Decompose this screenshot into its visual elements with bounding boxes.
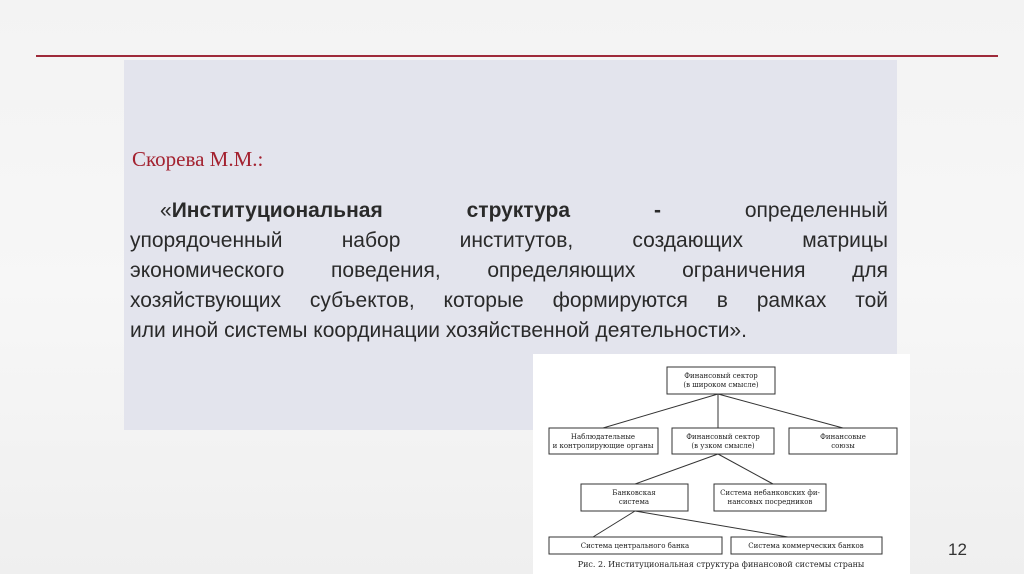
connector	[718, 394, 843, 428]
central-bank-label: Система центрального банка	[580, 542, 690, 550]
author-name: Скорева М.М.:	[132, 147, 264, 171]
connector	[603, 394, 718, 428]
definition-quote	[130, 196, 888, 346]
structure-diagram	[533, 354, 910, 574]
unions-label-2: союзы	[831, 442, 855, 450]
unions-label-1: Финансовые	[820, 433, 866, 441]
connector	[718, 454, 773, 484]
root-label-2: (в широком смысле)	[683, 381, 759, 389]
supervisory-label-2: и контролирующие органы	[552, 442, 654, 450]
quote-line-1: «Институциональная структура - определенный	[160, 199, 888, 222]
nonbank-label-1: Система небанковских фи-	[720, 489, 820, 497]
banking-label-2: система	[618, 498, 650, 506]
quote-term: Институциональная структура -	[171, 199, 661, 222]
root-label-1: Финансовый сектор	[684, 372, 758, 380]
connector	[635, 454, 718, 484]
page-number: 12	[948, 540, 967, 559]
commercial-banks-label: Система коммерческих банков	[748, 542, 864, 550]
narrow-sector-label-2: (в узком смысле)	[691, 442, 755, 450]
diagram-svg	[533, 354, 910, 574]
connector	[635, 511, 788, 537]
quote-line-2: упорядоченный набор институтов, создающих матрицы	[130, 229, 888, 252]
quote-line-3: экономического поведения, определяющих ограничения для	[130, 259, 888, 282]
connector	[593, 511, 635, 537]
box-supervisory-bodies	[549, 428, 658, 454]
diagram-caption: Рис. 2. Институциональная структура финансовой системы страны	[577, 560, 865, 569]
supervisory-label-1: Наблюдательные	[570, 433, 636, 441]
quote-line-5: или иной системы координации хозяйственной деятельности».	[130, 319, 747, 342]
box-financial-sector-narrow	[672, 428, 774, 454]
top-divider	[36, 55, 998, 57]
nonbank-label-2: нансовых посредников	[727, 498, 813, 506]
quote-line-4: хозяйствующих субъектов, которые формируются в рамках той	[130, 289, 888, 312]
banking-label-1: Банковская	[612, 489, 656, 497]
box-financial-unions	[789, 428, 897, 454]
narrow-sector-label-1: Финансовый сектор	[686, 433, 760, 441]
